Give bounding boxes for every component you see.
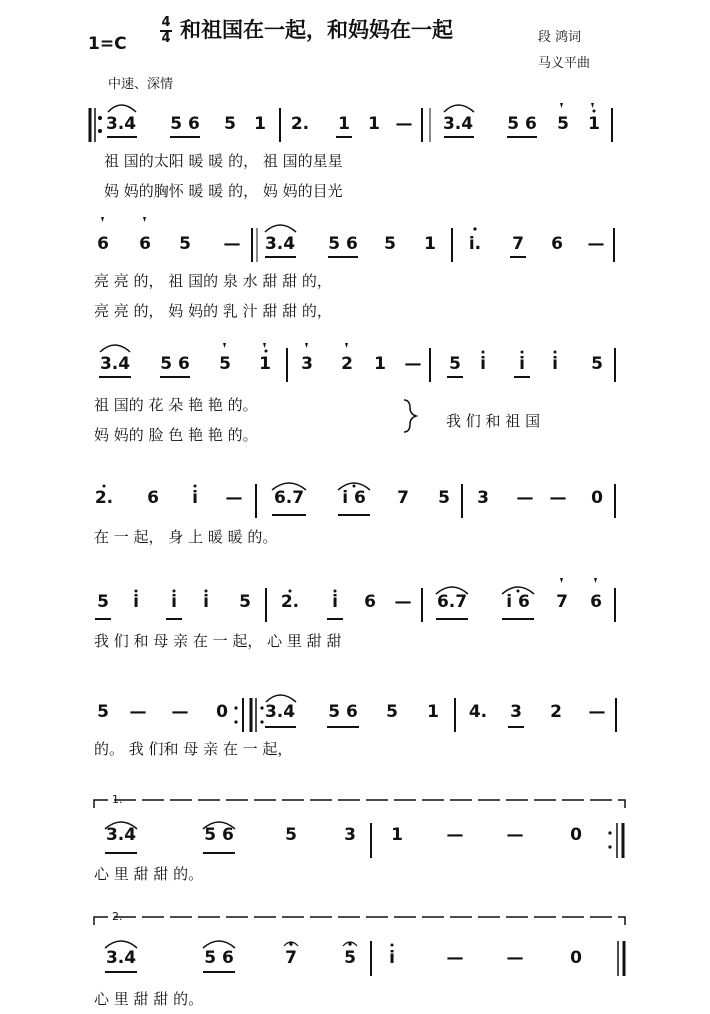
key-signature: 1=C: [88, 34, 127, 54]
note: 0: [570, 825, 582, 845]
note: 1: [427, 702, 439, 722]
note: i: [171, 592, 177, 612]
note: 3.4: [99, 354, 131, 374]
slur: [108, 105, 136, 112]
note: 2: [550, 702, 562, 722]
note: —: [225, 488, 243, 508]
note: 1: [588, 114, 600, 134]
note: 5: [438, 488, 450, 508]
note: i: [480, 354, 486, 374]
note: i: [389, 948, 395, 968]
lyric-verse-1: 亮 亮 的， 祖 国的 泉 水 甜 甜 的，: [94, 272, 332, 290]
lyric-verse-1: 的。 我 们和 母 亲 在 一 起，: [94, 740, 293, 758]
note: 6: [551, 234, 563, 254]
note: 5: [239, 592, 251, 612]
slur: [272, 483, 306, 490]
lyricist-credit: 段 鸿词: [538, 30, 582, 45]
note: 5: [97, 592, 109, 612]
note: i: [203, 592, 209, 612]
note: 1: [424, 234, 436, 254]
note: 3.4: [105, 114, 137, 134]
note: 5: [219, 354, 231, 374]
note: —: [549, 488, 567, 508]
note: 5 6: [170, 114, 200, 134]
note: —: [446, 948, 464, 968]
lyric-verse-1: 心 里 甜 甜 的。: [94, 865, 204, 883]
note: 6: [364, 592, 376, 612]
note: —: [404, 354, 422, 374]
note: 3.4: [442, 114, 474, 134]
note: 0: [591, 488, 603, 508]
lyric-verse-1: 我 们 和 母 亲 在 一 起， 心 里 甜 甜: [94, 632, 342, 650]
note: 3: [301, 354, 313, 374]
note: 5: [384, 234, 396, 254]
note: —: [588, 702, 606, 722]
note: 7: [285, 948, 297, 968]
slur: [203, 941, 235, 948]
slur: [105, 941, 137, 948]
note: 5 6: [160, 354, 190, 374]
note: 2.: [290, 114, 310, 134]
note: —: [395, 114, 413, 134]
slur: [266, 695, 296, 702]
note: 3: [510, 702, 522, 722]
note: 1: [338, 114, 350, 134]
note: —: [129, 702, 147, 722]
note: 6.7: [273, 488, 305, 508]
note: 5 6: [204, 825, 234, 845]
note: 7: [397, 488, 409, 508]
slur: [105, 822, 137, 829]
note: 5: [344, 948, 356, 968]
note: 3.4: [264, 234, 296, 254]
note: 6: [139, 234, 151, 254]
slur: [203, 822, 235, 829]
lyric-chorus: 我 们 和 祖 国: [446, 412, 541, 430]
note: i: [552, 354, 558, 374]
note: 3.4: [264, 702, 296, 722]
note: 3: [477, 488, 489, 508]
note: 3.4: [105, 825, 137, 845]
note: 5 6: [328, 702, 358, 722]
note: 1: [374, 354, 386, 374]
note: 6: [97, 234, 109, 254]
time-signature-top: 4: [161, 15, 171, 30]
note: 2.: [280, 592, 300, 612]
note: 4.: [468, 702, 488, 722]
bar-lines-row-5: [266, 588, 615, 622]
note: 1: [254, 114, 266, 134]
slur: [100, 345, 130, 352]
note: 5: [386, 702, 398, 722]
time-signature-bottom: 4: [161, 30, 171, 46]
note: 5: [179, 234, 191, 254]
note: 7: [556, 592, 568, 612]
lyric-verse-2: 亮 亮 的， 妈 妈的 乳 汁 甜 甜 的，: [94, 302, 332, 320]
bar-lines-row-6: [243, 698, 616, 732]
tempo-marking: 中速、深情: [108, 77, 174, 92]
note: 5: [591, 354, 603, 374]
note: 2: [341, 354, 353, 374]
note: —: [506, 948, 524, 968]
note: 7: [512, 234, 524, 254]
note: 0: [570, 948, 582, 968]
note: 6: [590, 592, 602, 612]
slur: [436, 587, 468, 594]
lyric-verse-1: 在 一 起， 身 上 暖 暖 的。: [94, 528, 278, 546]
bar-lines-row-8: [371, 941, 624, 976]
lyric-verse-2: 妈 妈的 脸 色 艳 艳 的。: [94, 426, 258, 444]
note: 5: [97, 702, 109, 722]
volta-number: 2.: [112, 910, 123, 923]
bar-lines-row-2: [252, 228, 614, 262]
bar-lines-row-7: [371, 823, 623, 858]
note: i: [332, 592, 338, 612]
note: —: [446, 825, 464, 845]
note: 5: [285, 825, 297, 845]
slur: [444, 105, 474, 112]
note: 6: [147, 488, 159, 508]
volta-bracket-2: [94, 917, 625, 925]
note: —: [223, 234, 241, 254]
note: —: [394, 592, 412, 612]
note: 1: [259, 354, 271, 374]
note: i 6: [506, 592, 530, 612]
song-title: 和祖国在一起，和妈妈在一起: [180, 17, 453, 42]
note: i: [519, 354, 525, 374]
lyric-verse-2: 妈 妈的胸怀 暖 暖 的， 妈 妈的目光: [104, 182, 343, 200]
note: 5 6: [204, 948, 234, 968]
brace: [404, 400, 416, 432]
note: 2.: [94, 488, 114, 508]
volta-bracket-1: [94, 800, 625, 808]
lyric-verse-1: 祖 国的 花 朵 艳 艳 的。: [94, 396, 258, 414]
note: 3: [344, 825, 356, 845]
note: i 6: [342, 488, 366, 508]
slur: [265, 225, 296, 232]
note: —: [587, 234, 605, 254]
lyric-verse-1: 祖 国的太阳 暖 暖 的， 祖 国的星星: [104, 152, 343, 170]
note: i.: [468, 234, 482, 254]
lyric-verse-1: 心 里 甜 甜 的。: [94, 990, 204, 1008]
note: 5: [449, 354, 461, 374]
note: 6.7: [436, 592, 468, 612]
note: 1: [391, 825, 403, 845]
note: —: [171, 702, 189, 722]
note: 5 6: [507, 114, 537, 134]
note: —: [506, 825, 524, 845]
note: —: [516, 488, 534, 508]
note: 0: [216, 702, 228, 722]
note: 5 6: [328, 234, 358, 254]
note: 1: [368, 114, 380, 134]
note: 5: [557, 114, 569, 134]
note: i: [192, 488, 198, 508]
bar-lines-row-4: [256, 484, 615, 518]
volta-number: 1.: [112, 793, 123, 806]
note: i: [133, 592, 139, 612]
note: 5: [224, 114, 236, 134]
note: 3.4: [105, 948, 137, 968]
composer-credit: 马义平曲: [538, 56, 591, 71]
